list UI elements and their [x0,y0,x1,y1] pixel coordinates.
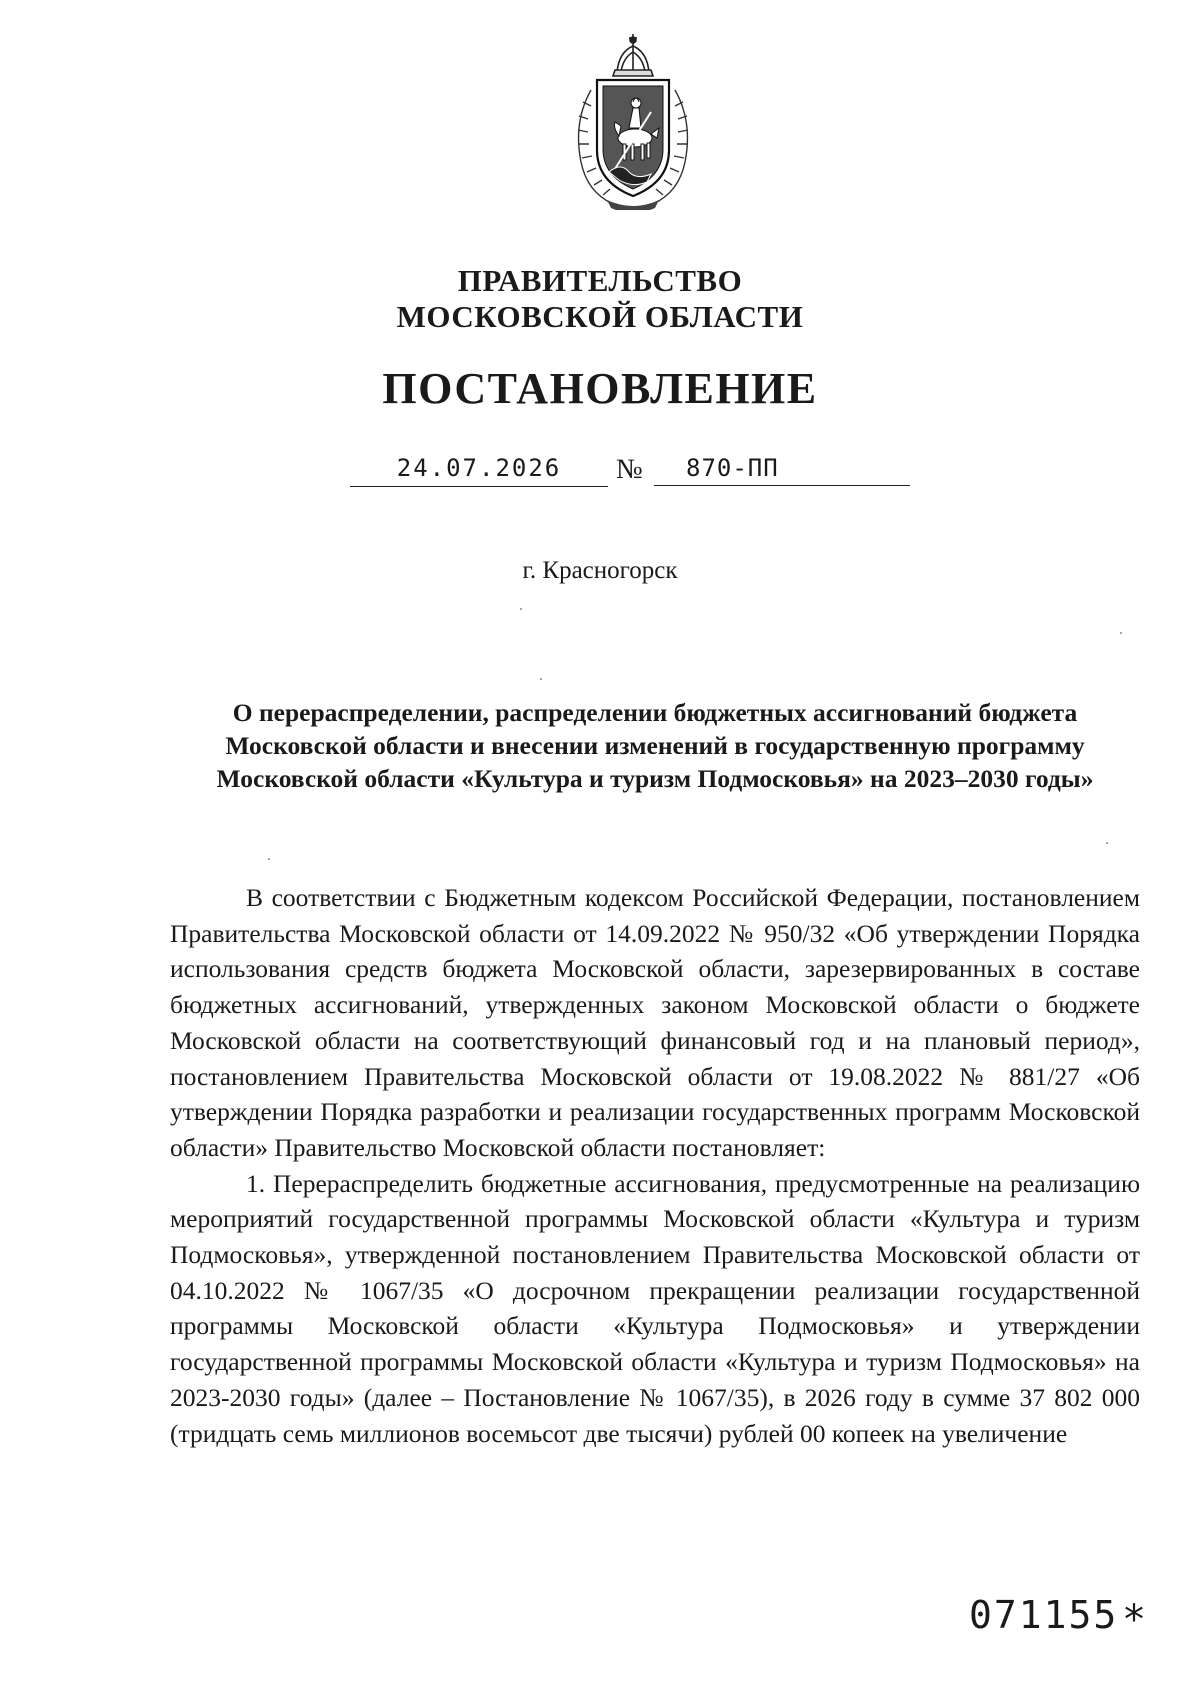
asterisk-mark-icon: * [1124,1597,1144,1643]
document-subject-heading: О перераспределении, распределении бюджетных ассигнований бюджета Московской области и внесении изменений в государственную программу Московской области «Культура и туризм Подмосковья» на 2023–2030 годы» [216,698,1094,793]
document-body [170,880,1140,1451]
scan-speck [520,608,522,610]
registration-line [350,450,910,490]
body-paragraph-preamble: В соответствии с Бюджетным кодексом Российской Федерации, постановлением Правительства Московской области от 14.09.2022 № 950/32 «Об утверждении Порядка использования средств бюджета Московской области, зарезервированных в составе бюджетных ассигнований, утвержденных законом Московской области о бюджете Московской области на соответствующий финансовый год и на плановый период», постановлением Правительства Московской области от 19.08.2022 № 881/27 «Об утверждении Порядка разработки и реализации государственных программ Московской области» Правительство Московской области постановляет: [170,883,1140,1162]
organization-name-line2: МОСКОВСКОЙ ОБЛАСТИ [396,299,804,334]
body-paragraph-item-1: 1. Перераспределить бюджетные ассигнования, предусмотренные на реализацию мероприятий государственной программы Московской области «Культура и туризм Подмосковья», утвержденной постановлением Правительства Московской области от 04.10.2022 № 1067/35 «О досрочном прекращении реализации государственной программы Московской области «Культура Подмосковья» и утверждении государственной программы Московской области «Культура и туризм Подмосковья» на 2023-2030 годы» (далее – Постановление № 1067/35), в 2026 году в сумме 37 802 000 (тридцать семь миллионов восемьсот две тысячи) рублей 00 копеек на увеличение [170,1168,1140,1448]
number-sign: № [616,454,643,485]
scan-speck [540,678,542,680]
serial-number: 071155 [969,1593,1119,1637]
city-of-issue: г. Красногорск [522,557,678,584]
scan-speck [1106,842,1108,844]
coat-of-arms-icon [567,32,699,210]
scan-speck [1120,632,1122,634]
document-date: 24.07.2026 [350,450,608,487]
organization-name-line1: ПРАВИТЕЛЬСТВО [457,263,743,298]
document-type-title: ПОСТАНОВЛЕНИЕ [382,364,818,413]
scan-speck [268,858,270,860]
document-number: 870-ПП [654,450,910,486]
